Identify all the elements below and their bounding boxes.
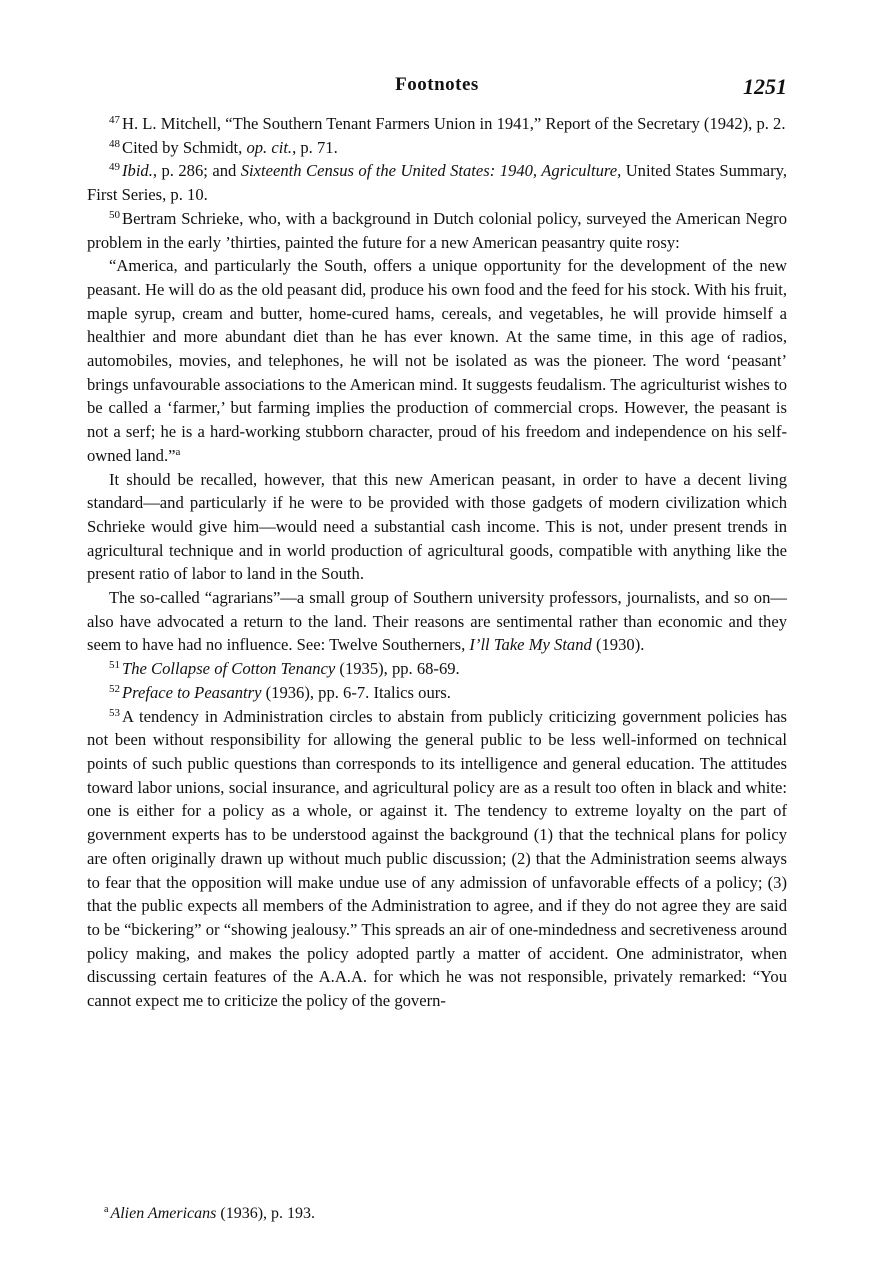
- footnote-number: 51: [109, 659, 120, 672]
- bottom-footnote: [104, 1203, 764, 1225]
- footnote-text: , p. 286; and: [152, 161, 241, 181]
- footnote-number: 48: [109, 137, 120, 150]
- footnote-text: Bertram Schrieke, who, with a background in Dutch colonial policy, surveyed the American Negro problem in the early ’thirties, painted the future for a new American peasantry quite rosy:: [87, 208, 787, 252]
- reference-mark: a: [175, 445, 181, 458]
- footnote-number: 53: [109, 706, 120, 719]
- page-number: 1251: [743, 74, 787, 99]
- footnote-49: [87, 159, 787, 206]
- footnote-53: [87, 705, 787, 1013]
- footnote-text: (1936), p. 193.: [216, 1205, 316, 1222]
- footnote-47: [87, 112, 787, 136]
- footnote-50: [87, 207, 787, 254]
- footnote-number: 50: [109, 208, 120, 221]
- footnote-number: 52: [109, 682, 120, 695]
- footnote-48: [87, 136, 787, 160]
- footnote-text: (1936), pp. 6-7. Italics ours.: [261, 682, 451, 702]
- quote-text: “America, and particularly the South, offers a unique opportunity for the development of the new peasant. He will do as the old peasant did, produce his own food and the feed for his stock. With his fruit, maple syrup, cream and butter, home-cured hams, cereals, and vegetables, he will provide himself a healthier and more abundant diet than he has ever known. At the same time, in this age of radios, automobiles, movies, and telephones, he will not be isolated as was the pioneer. The word ‘peasant’ brings unfavourable associations to the American mind. It suggests feudalism. The agriculturist wishes to be called a ‘farmer,’ but farming implies the production of commercial crops. However, the peasant is not a serf; he is a hard-working stubborn character, proud of his freedom and independence on his self-owned land.”: [87, 256, 787, 465]
- footnote-text: (1930).: [591, 635, 645, 655]
- footnote-italic: I’ll Take My Stand: [469, 635, 592, 655]
- footnote-italic: Ibid.: [122, 161, 153, 181]
- footnotes-body: [87, 112, 787, 1013]
- page-header: [87, 74, 787, 104]
- footnote-number: 49: [109, 161, 120, 174]
- footnote-italic: Preface to Peasantry: [122, 682, 262, 702]
- footnote-50-quote: [87, 254, 787, 467]
- footnote-text: A tendency in Administration circles to abstain from publicly criticizing government policies has not been without responsibility for allowing the general public to be less well-informed on technical points of such public questions than corresponds to its intelligence and general education. The attitudes toward labor unions, social insurance, and agricultural policy are as a result too often in black and white: one is either for a policy as a whole, or against it. The tendency to extreme loyalty on the part of government experts has to be understood against the background (1) that the technical plans for policy are often originally drawn up without much public discussion; (2) that the Administration seems always to fear that the opposition will make undue use of any admission of unfavorable effects of a policy; (3) that the public expects all members of the Administration to agree, and if they do not agree they are said to be “bickering” or “showing jealousy.” This spreads an air of one-mindedness and secretiveness around policy making, and makes the policy adopted partly a matter of accident. One administrator, when discussing certain features of the A.A.A. for which he was not responsible, privately remarked: “You cannot expect me to criticize the policy of the govern-: [87, 706, 787, 1011]
- footnote-50-paragraph: [87, 586, 787, 657]
- footnote-text: The so-called “agrarians”—a small group of Southern university professors, journalists, and so on—also have advocated a return to the land. Their reasons are sentimental rather than economic and they seem to have had no influence. See: Twelve Southerners,: [87, 588, 787, 655]
- footnote-text: (1935), pp. 68-69.: [335, 659, 460, 679]
- footnote-51: [87, 657, 787, 681]
- footnote-50-paragraph: [87, 468, 787, 587]
- footnote-italic: Alien Americans: [110, 1205, 217, 1222]
- footnote-52: [87, 681, 787, 705]
- footnote-text: Cited by Schmidt,: [122, 137, 247, 157]
- footnote-italic: The Collapse of Cotton Tenancy: [122, 659, 336, 679]
- footnote-number: 47: [109, 114, 120, 126]
- footnote-text: H. L. Mitchell, “The Southern Tenant Farmers Union in 1941,” Report of the Secretary (1942), p. 2.: [122, 114, 786, 133]
- footnote-italic: op. cit.: [246, 137, 293, 157]
- footnote-text: United States Summary, First Series, p. 10.: [87, 161, 788, 205]
- footnote-italic: Sixteenth Census of the United States: 1940, Agriculture,: [240, 161, 622, 181]
- footnote-text: It should be recalled, however, that this new American peasant, in order to have a decent living standard—and particularly if he were to be provided with those gadgets of modern civilization which Schrieke would give him—would need a substantial cash income. This is not, under present trends in agricultural technique and in world production of agricultural goods, compatible with anything like the present ratio of labor to land in the South.: [87, 469, 787, 584]
- running-head: Footnotes: [395, 74, 479, 95]
- reference-mark: a: [104, 1204, 109, 1215]
- footnote-text: , p. 71.: [292, 137, 338, 157]
